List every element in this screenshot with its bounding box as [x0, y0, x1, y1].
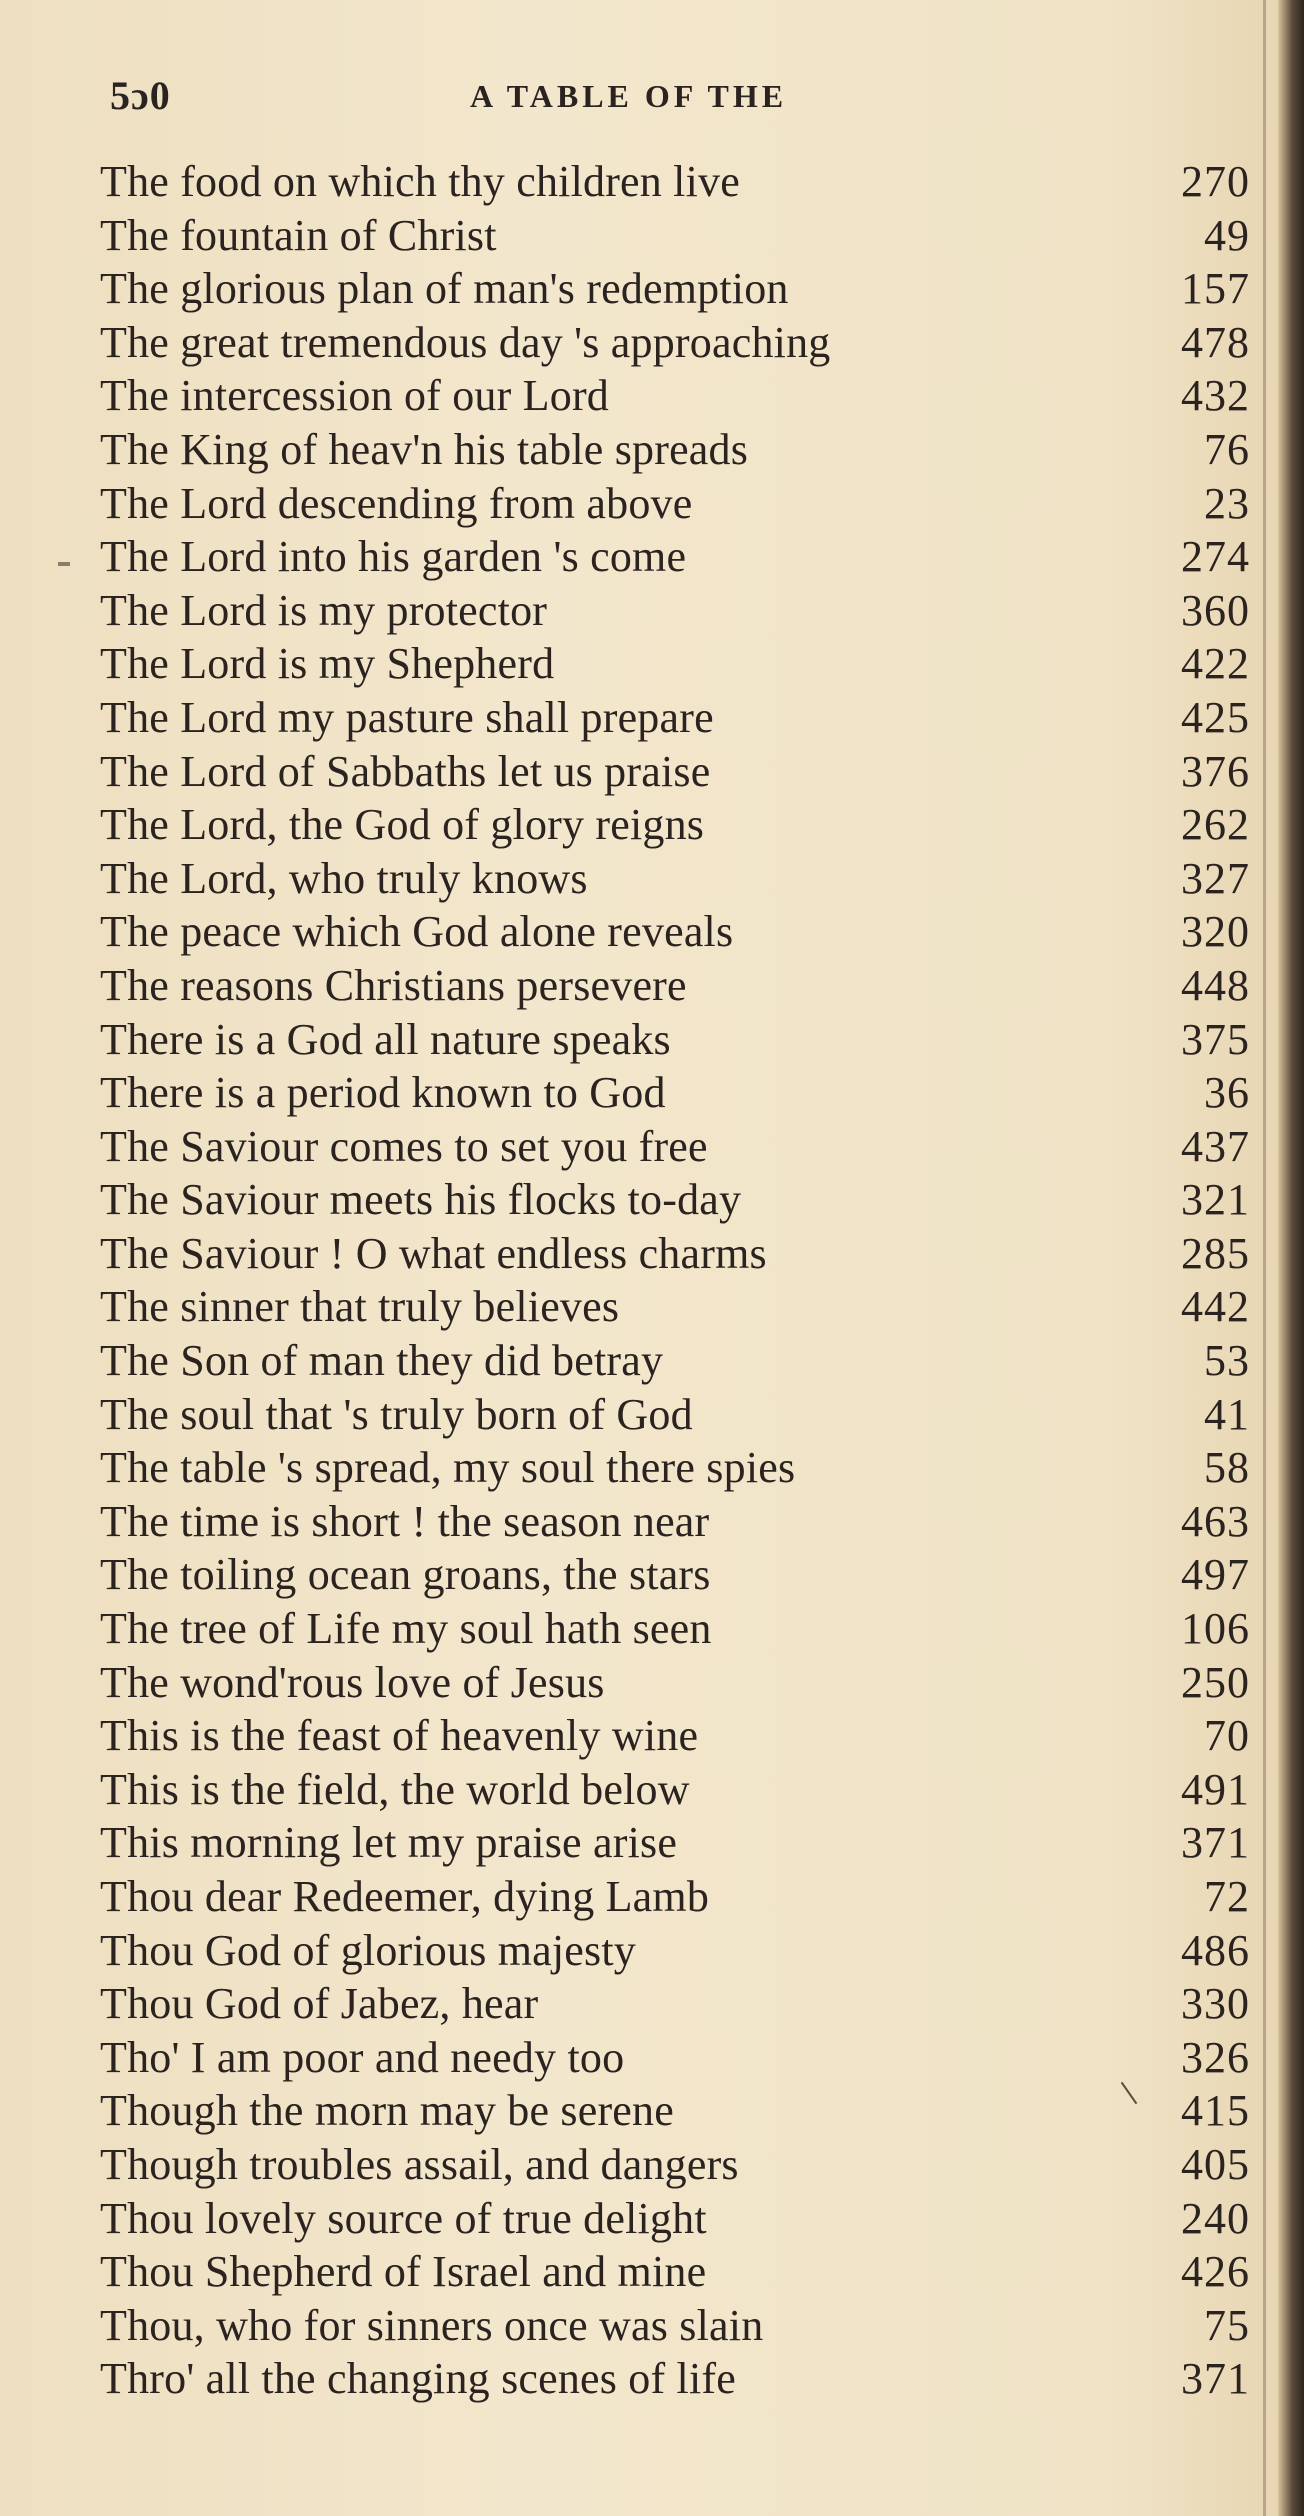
hymn-first-line: This is the feast of heavenly wine [100, 1711, 699, 1761]
hymn-first-line: Though troubles assail, and dangers [100, 2139, 739, 2189]
index-entry [100, 1977, 1260, 2031]
page-edge [1278, 0, 1304, 2516]
hymn-first-line: The sinner that truly believes [100, 1282, 620, 1332]
index-entry [100, 477, 1260, 531]
margin-mark [58, 562, 70, 566]
index-entry [100, 1173, 1260, 1227]
hymn-first-line: The intercession of our Lord [100, 371, 610, 421]
hymn-first-line: The Lord, the God of glory reigns [100, 800, 705, 850]
hymn-number: 285 [1181, 1228, 1250, 1278]
page-header [110, 72, 1250, 120]
hymn-index-list [100, 155, 1260, 2406]
index-entry [100, 530, 1260, 584]
hymn-number: 376 [1181, 746, 1250, 796]
index-entry [100, 262, 1260, 316]
index-entry [100, 1870, 1260, 1924]
hymn-first-line: The tree of Life my soul hath seen [100, 1604, 712, 1654]
hymn-first-line: The Lord my pasture shall prepare [100, 692, 714, 742]
hymn-first-line: The great tremendous day 's approaching [100, 317, 831, 367]
index-entry [100, 1602, 1260, 1656]
index-entry [100, 798, 1260, 852]
hymn-first-line: The King of heav'n his table spreads [100, 424, 749, 474]
index-entry [100, 1709, 1260, 1763]
hymn-first-line: The peace which God alone reveals [100, 907, 734, 957]
hymn-number: 41 [1204, 1389, 1250, 1439]
index-entry [100, 1763, 1260, 1817]
hymn-first-line: The Son of man they did betray [100, 1336, 664, 1386]
running-head: A TABLE OF THE [470, 78, 788, 114]
hymn-first-line: Thou Shepherd of Israel and mine [100, 2247, 707, 2297]
page-gutter-line [1263, 0, 1266, 2516]
hymn-first-line: This morning let my praise arise [100, 1818, 678, 1868]
hymn-number: 426 [1181, 2247, 1250, 2297]
hymn-first-line: The fountain of Christ [100, 210, 497, 260]
hymn-number: 274 [1181, 532, 1250, 582]
hymn-first-line: There is a period known to God [100, 1068, 666, 1118]
hymn-number: 58 [1204, 1443, 1250, 1493]
hymn-first-line: The wond'rous love of Jesus [100, 1657, 605, 1707]
hymn-first-line: The glorious plan of man's redemption [100, 264, 789, 314]
index-entry [100, 2084, 1260, 2138]
hymn-number: 448 [1181, 960, 1250, 1010]
hymn-number: 250 [1181, 1657, 1250, 1707]
hymn-number: 491 [1181, 1764, 1250, 1814]
index-entry [100, 2245, 1260, 2299]
index-entry [100, 2299, 1260, 2353]
hymn-number: 270 [1181, 157, 1250, 206]
hymn-first-line: The reasons Christians persevere [100, 960, 687, 1010]
hymn-first-line: Thou, who for sinners once was slain [100, 2300, 764, 2350]
index-entry [100, 1334, 1260, 1388]
index-entry [100, 905, 1260, 959]
hymn-number: 405 [1181, 2139, 1250, 2189]
hymn-first-line: The Lord of Sabbaths let us praise [100, 746, 711, 796]
index-entry [100, 959, 1260, 1013]
hymn-first-line: The time is short ! the season near [100, 1496, 710, 1546]
hymn-number: 49 [1204, 210, 1250, 260]
hymn-number: 320 [1181, 907, 1250, 957]
hymn-first-line: The Lord is my Shepherd [100, 639, 555, 689]
hymn-number: 23 [1204, 478, 1250, 528]
index-entry [100, 1280, 1260, 1334]
index-entry [100, 1656, 1260, 1710]
hymn-number: 106 [1181, 1604, 1250, 1654]
index-entry [100, 1495, 1260, 1549]
hymn-number: 486 [1181, 1925, 1250, 1975]
hymn-first-line: The Saviour comes to set you free [100, 1121, 708, 1171]
index-entry [100, 2352, 1260, 2406]
hymn-first-line: This is the field, the world below [100, 1764, 690, 1814]
hymn-number: 157 [1181, 264, 1250, 314]
hymn-number: 330 [1181, 1979, 1250, 2029]
hymn-first-line: The table 's spread, my soul there spies [100, 1443, 796, 1493]
index-entry [100, 155, 1260, 209]
hymn-number: 497 [1181, 1550, 1250, 1600]
hymn-first-line: Thou God of Jabez, hear [100, 1979, 539, 2029]
hymn-first-line: The Saviour meets his flocks to-day [100, 1175, 742, 1225]
hymn-number: 321 [1181, 1175, 1250, 1225]
hymn-number: 425 [1181, 692, 1250, 742]
index-entry [100, 1013, 1260, 1067]
hymn-number: 72 [1204, 1872, 1250, 1921]
hymn-first-line: Thro' all the changing scenes of life [100, 2354, 736, 2404]
index-entry [100, 584, 1260, 638]
hymn-first-line: There is a God all nature speaks [100, 1014, 671, 1064]
hymn-first-line: The food on which thy children live [100, 157, 740, 206]
index-entry [100, 691, 1260, 745]
hymn-number: 442 [1181, 1282, 1250, 1332]
hymn-first-line: Though the morn may be serene [100, 2086, 674, 2136]
hymn-number: 327 [1181, 853, 1250, 903]
index-entry [100, 2138, 1260, 2192]
index-entry [100, 316, 1260, 370]
hymn-number: 375 [1181, 1014, 1250, 1064]
hymn-first-line: The soul that 's truly born of God [100, 1389, 693, 1439]
hymn-number: 53 [1204, 1336, 1250, 1386]
hymn-first-line: The Lord into his garden 's come [100, 532, 687, 582]
index-entry [100, 1227, 1260, 1281]
hymn-first-line: The Lord, who truly knows [100, 853, 588, 903]
index-entry [100, 2192, 1260, 2246]
index-entry [100, 1441, 1260, 1495]
index-entry [100, 745, 1260, 799]
index-entry [100, 209, 1260, 263]
hymn-number: 76 [1204, 424, 1250, 474]
hymn-first-line: The Lord is my protector [100, 585, 548, 635]
page-number: 5ɔ0 [110, 73, 171, 118]
index-entry [100, 369, 1260, 423]
hymn-number: 371 [1181, 1818, 1250, 1868]
index-entry [100, 1548, 1260, 1602]
hymn-number: 240 [1181, 2193, 1250, 2243]
hymn-number: 70 [1204, 1711, 1250, 1761]
hymn-first-line: Thou dear Redeemer, dying Lamb [100, 1872, 710, 1921]
index-entry [100, 1388, 1260, 1442]
hymn-number: 360 [1181, 585, 1250, 635]
hymn-number: 437 [1181, 1121, 1250, 1171]
index-entry [100, 637, 1260, 691]
hymn-number: 432 [1181, 371, 1250, 421]
index-entry [100, 1066, 1260, 1120]
hymn-number: 463 [1181, 1496, 1250, 1546]
hymn-number: 326 [1181, 2032, 1250, 2082]
hymn-number: 75 [1204, 2300, 1250, 2350]
index-entry [100, 423, 1260, 477]
hymn-first-line: The Lord descending from above [100, 478, 693, 528]
index-entry [100, 1816, 1260, 1870]
hymn-number: 415 [1181, 2086, 1250, 2136]
hymn-first-line: Tho' I am poor and needy too [100, 2032, 625, 2082]
hymn-number: 478 [1181, 317, 1250, 367]
hymn-number: 371 [1181, 2354, 1250, 2404]
index-entry [100, 1120, 1260, 1174]
index-entry [100, 2031, 1260, 2085]
hymn-first-line: Thou God of glorious majesty [100, 1925, 636, 1975]
hymn-number: 422 [1181, 639, 1250, 689]
hymn-first-line: The Saviour ! O what endless charms [100, 1228, 767, 1278]
hymn-number: 36 [1204, 1068, 1250, 1118]
hymn-number: 262 [1181, 800, 1250, 850]
index-entry [100, 1924, 1260, 1978]
hymn-first-line: Thou lovely source of true delight [100, 2193, 707, 2243]
hymn-first-line: The toiling ocean groans, the stars [100, 1550, 711, 1600]
index-entry [100, 852, 1260, 906]
